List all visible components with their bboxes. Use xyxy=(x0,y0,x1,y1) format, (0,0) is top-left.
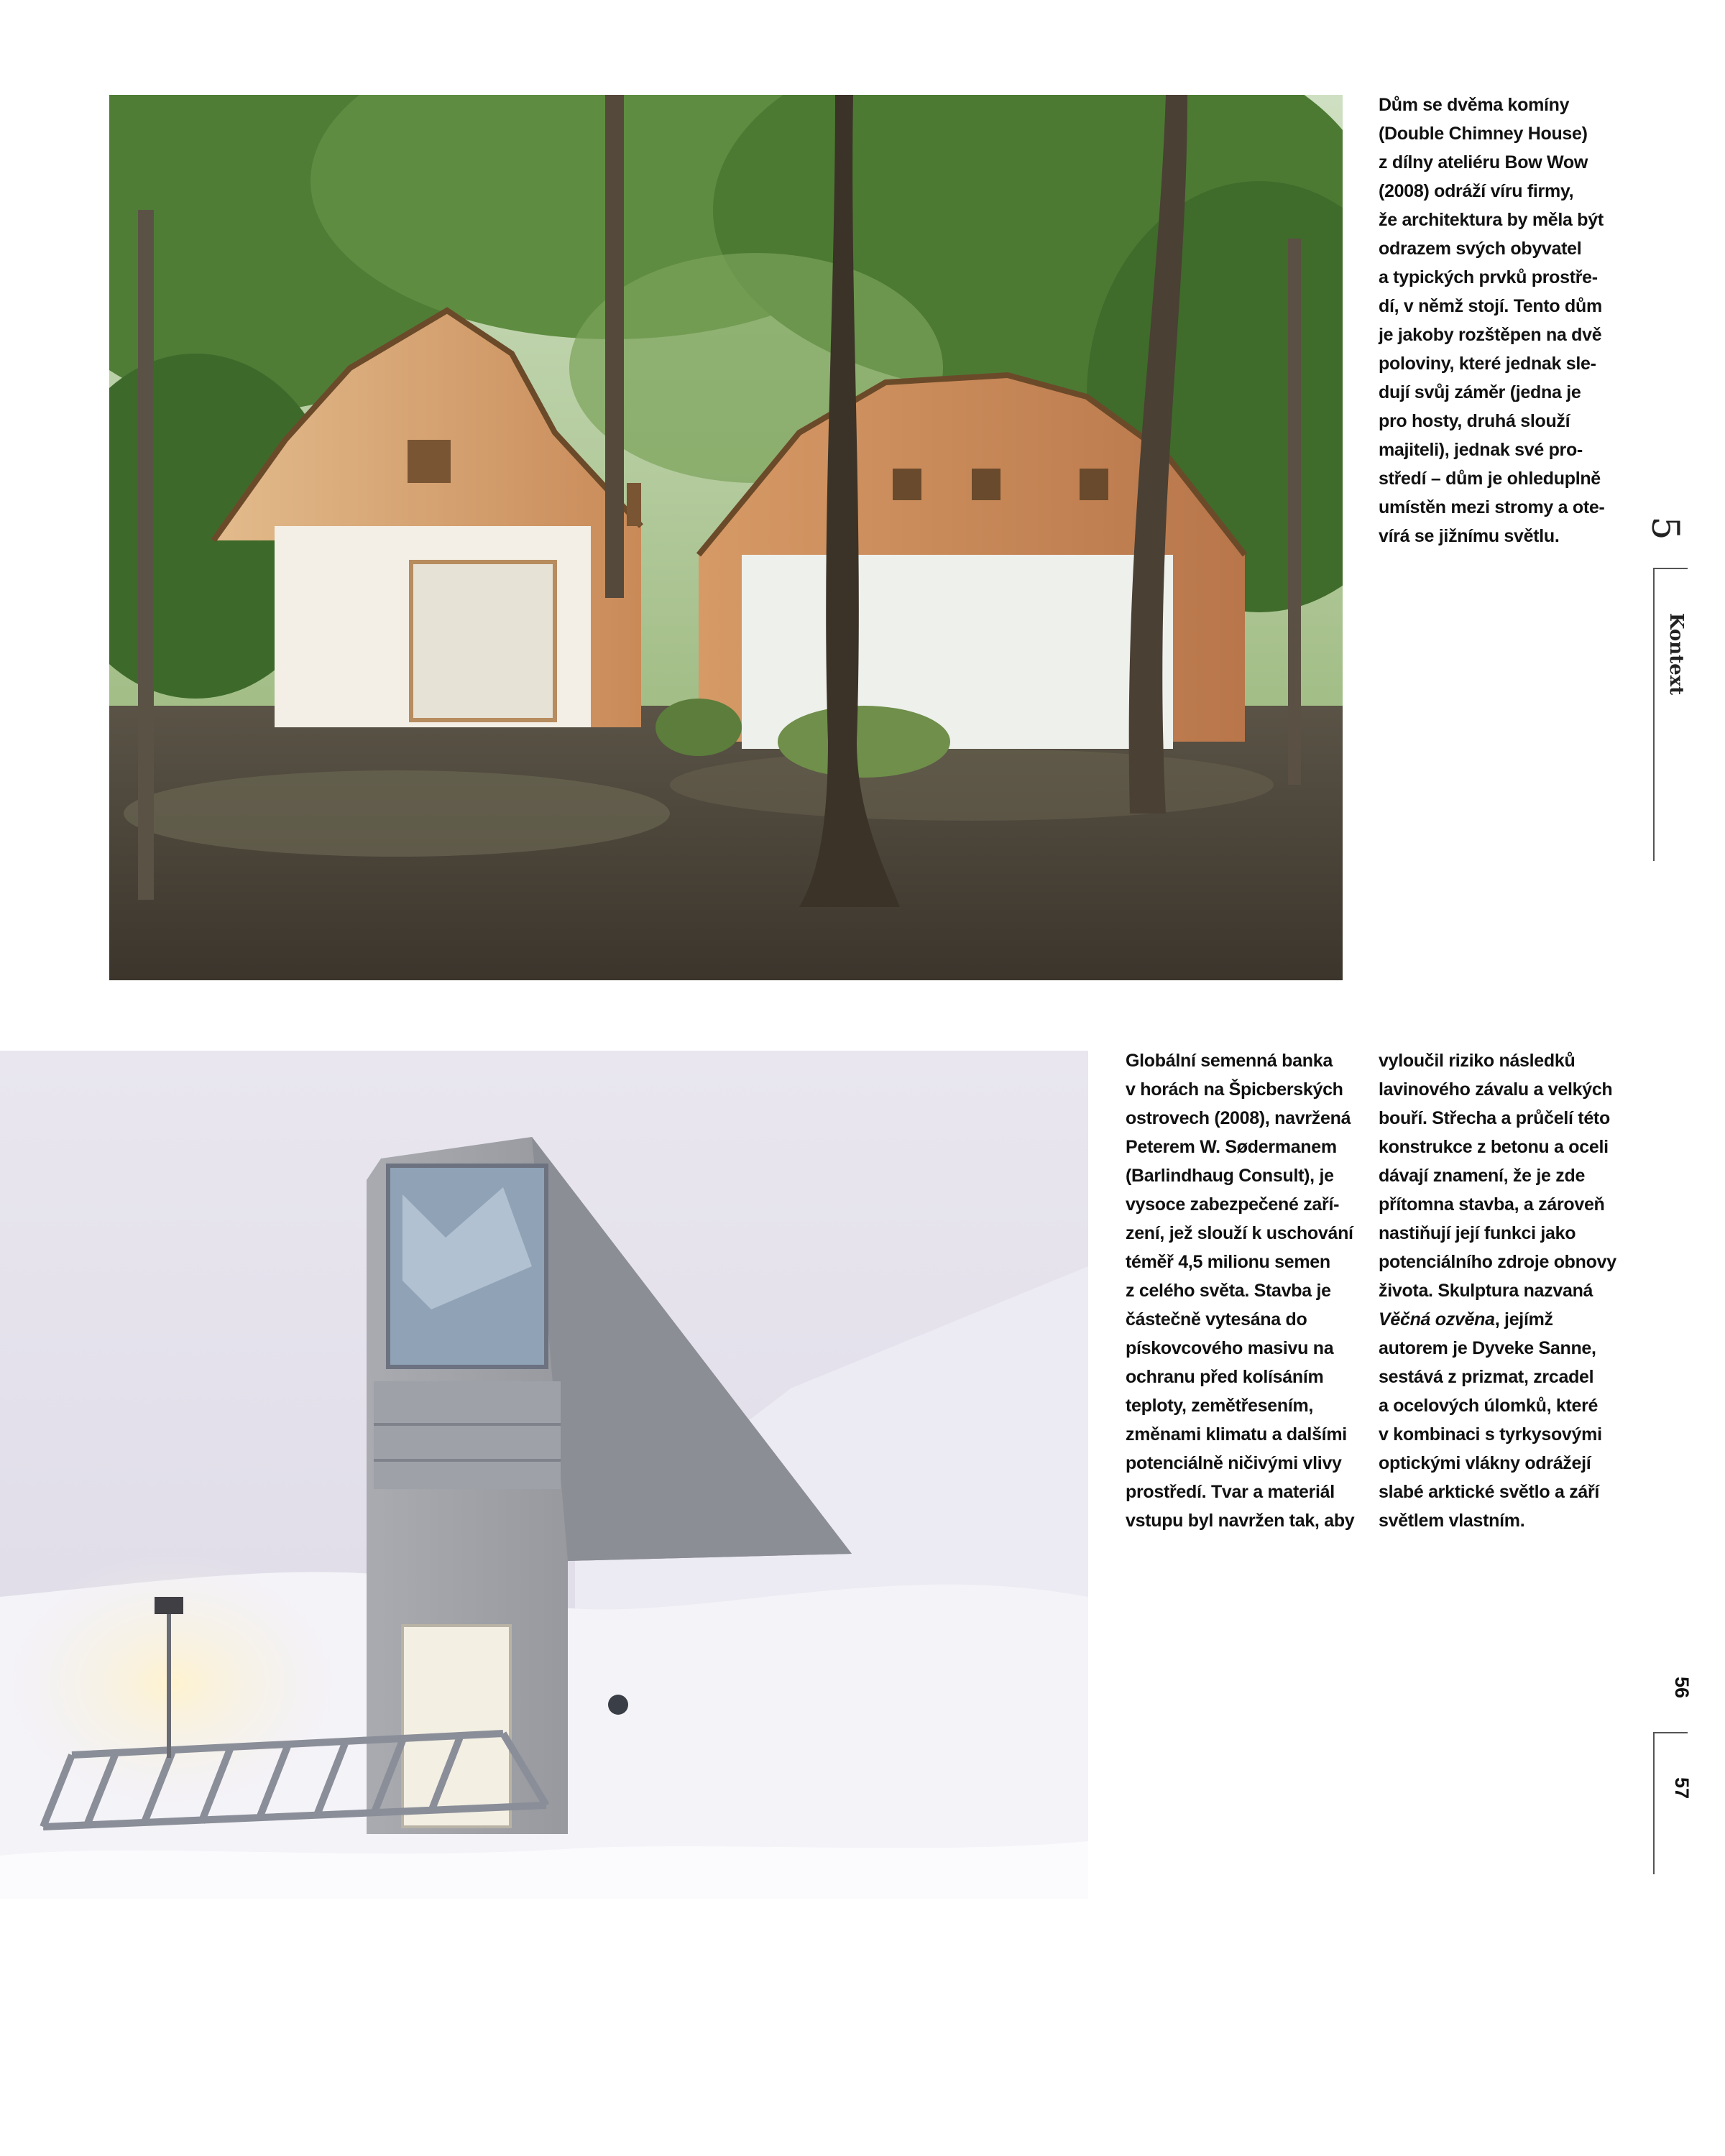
seed-vault-entrance-photo xyxy=(0,1051,1088,1899)
caption-line: lavinového závalu a velkých xyxy=(1379,1079,1613,1100)
caption-line: vysoce zabezpečené zaří- xyxy=(1126,1194,1340,1215)
caption-line: optickými vlákny odrážejí xyxy=(1379,1453,1591,1473)
page-rule-horizontal xyxy=(1653,1732,1688,1733)
caption-line: z dílny ateliéru Bow Wow xyxy=(1379,152,1588,172)
caption-line: konstrukce z betonu a oceli xyxy=(1379,1137,1609,1157)
caption-line: zení, jež slouží k uschování xyxy=(1126,1223,1353,1243)
caption-line: v kombinaci s tyrkysovými xyxy=(1379,1424,1602,1445)
caption-line: Peterem W. Sødermanem xyxy=(1126,1137,1337,1157)
chapter-rule-horizontal xyxy=(1653,568,1688,569)
page-rule-vertical xyxy=(1653,1732,1655,1874)
caption-line: bouří. Střecha a průčelí této xyxy=(1379,1108,1610,1128)
caption-line: odrazem svých obyvatel xyxy=(1379,239,1582,259)
caption-line: Globální semenná banka xyxy=(1126,1051,1333,1071)
caption-line: přítomna stavba, a zároveň xyxy=(1379,1194,1605,1215)
caption-line: umístěn mezi stromy a ote- xyxy=(1379,497,1605,517)
caption-line: (Barlindhaug Consult), je xyxy=(1126,1166,1334,1186)
caption-line: že architektura by měla být xyxy=(1379,210,1604,230)
caption-line: částečně vytesána do xyxy=(1126,1309,1307,1330)
caption-line: z celého světa. Stavba je xyxy=(1126,1281,1331,1301)
caption-line: v horách na Špicberských xyxy=(1126,1079,1343,1100)
page-number-left: 56 xyxy=(1671,1676,1693,1699)
house-photo-caption xyxy=(1379,91,1609,550)
caption-line: Dům se dvěma komíny xyxy=(1379,95,1570,115)
caption-line: majiteli), jednak své pro- xyxy=(1379,440,1583,460)
page-number-right: 57 xyxy=(1671,1777,1693,1800)
caption-line: nastiňují její funkci jako xyxy=(1379,1223,1576,1243)
caption-line: a ocelových úlomků, které xyxy=(1379,1396,1598,1416)
caption-line-with-title xyxy=(1379,1305,1609,1334)
double-chimney-house-photo xyxy=(109,95,1343,980)
caption-line: a typických prvků prostře- xyxy=(1379,267,1598,287)
caption-line: pro hosty, druhá slouží xyxy=(1379,411,1570,431)
caption-line: potenciálního zdroje obnovy xyxy=(1379,1252,1616,1272)
caption-line: ostrovech (2008), navržená xyxy=(1126,1108,1351,1128)
caption-line: (2008) odráží víru firmy, xyxy=(1379,181,1574,201)
caption-line: (Double Chimney House) xyxy=(1379,124,1588,144)
caption-line: sestává z prizmat, zrcadel xyxy=(1379,1367,1594,1387)
chapter-rule-vertical xyxy=(1653,568,1655,861)
caption-fragment: , jejímž xyxy=(1494,1309,1553,1330)
caption-line: světlem vlastním. xyxy=(1379,1511,1525,1531)
caption-line: poloviny, které jednak sle- xyxy=(1379,354,1596,374)
caption-line: života. Skulptura nazvaná xyxy=(1379,1281,1593,1301)
caption-line: vyloučil riziko následků xyxy=(1379,1051,1576,1071)
caption-line: vstupu byl navržen tak, aby xyxy=(1126,1511,1355,1531)
caption-line: středí – dům je ohleduplně xyxy=(1379,469,1601,489)
caption-line: autorem je Dyveke Sanne, xyxy=(1379,1338,1596,1358)
caption-line: dí, v němž stojí. Tento dům xyxy=(1379,296,1602,316)
caption-line: ochranu před kolísáním xyxy=(1126,1367,1324,1387)
section-label: Kontext xyxy=(1665,612,1687,696)
caption-line: pískovcového masivu na xyxy=(1126,1338,1334,1358)
seed-vault-caption-column-1 xyxy=(1126,1046,1356,1535)
caption-line: teploty, zemětřesením, xyxy=(1126,1396,1314,1416)
caption-line: je jakoby rozštěpen na dvě xyxy=(1379,325,1602,345)
chapter-number: 5 xyxy=(1643,516,1686,540)
caption-line: prostředí. Tvar a materiál xyxy=(1126,1482,1335,1502)
caption-line: potenciálně ničivými vlivy xyxy=(1126,1453,1342,1473)
caption-line: vírá se jižnímu světlu. xyxy=(1379,526,1560,546)
caption-line: dávají znamení, že je zde xyxy=(1379,1166,1586,1186)
caption-line: změnami klimatu a dalšími xyxy=(1126,1424,1347,1445)
seed-vault-caption-column-2 xyxy=(1379,1046,1616,1535)
caption-line: dují svůj záměr (jedna je xyxy=(1379,382,1581,402)
caption-line: slabé arktické světlo a září xyxy=(1379,1482,1600,1502)
sculpture-title: Věčná ozvěna xyxy=(1379,1309,1495,1330)
caption-line: téměř 4,5 milionu semen xyxy=(1126,1252,1330,1272)
